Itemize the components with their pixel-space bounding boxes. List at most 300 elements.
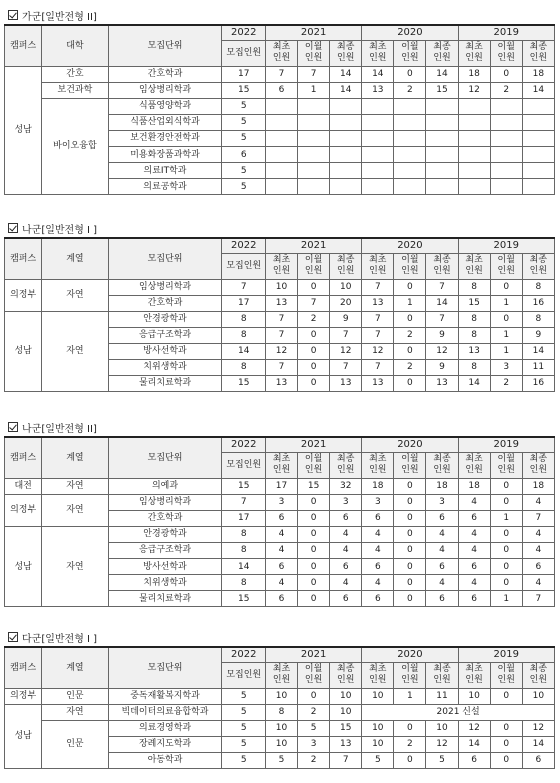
count-value: [490, 114, 522, 130]
recruit-value: 5: [222, 98, 265, 114]
header-first: 최초 인원: [265, 40, 297, 66]
unit-cell: 간호학과: [108, 295, 222, 311]
count-value: 0: [394, 720, 426, 736]
count-value: 8: [522, 311, 554, 327]
checkbox-icon: [8, 632, 18, 642]
count-value: 4: [426, 542, 458, 558]
table-row: [5, 704, 555, 720]
count-value: 7: [298, 66, 330, 82]
count-value: 2: [394, 736, 426, 752]
count-value: [426, 130, 458, 146]
table-row: [5, 98, 555, 114]
table-row: [5, 311, 555, 327]
header-row: [5, 238, 555, 253]
count-value: [458, 130, 490, 146]
count-value: 10: [426, 720, 458, 736]
count-value: 0: [490, 66, 522, 82]
header-first: 최초 인원: [362, 253, 394, 279]
count-value: 8: [265, 704, 297, 720]
count-value: 2: [394, 82, 426, 98]
header-final: 최종 인원: [426, 662, 458, 688]
count-value: [330, 130, 362, 146]
header-year-2019: 2019: [458, 437, 554, 452]
header-year-2020: 2020: [362, 647, 458, 662]
count-value: [426, 98, 458, 114]
count-value: 0: [490, 575, 522, 591]
count-value: 7: [330, 327, 362, 343]
count-value: 1: [490, 591, 522, 607]
count-value: 14: [522, 736, 554, 752]
recruit-value: 7: [222, 279, 265, 295]
header-carry: 이월 인원: [394, 253, 426, 279]
count-value: 2: [490, 375, 522, 391]
header-final: 최종 인원: [522, 662, 554, 688]
count-value: [362, 130, 394, 146]
recruit-value: 15: [222, 478, 265, 494]
count-value: 0: [298, 510, 330, 526]
group-cell: 자연: [42, 311, 108, 391]
recruit-value: 5: [222, 736, 265, 752]
header-year-2022: 2022: [222, 647, 265, 662]
header-campus: 캠퍼스: [5, 25, 42, 66]
count-value: 5: [426, 752, 458, 768]
header-year-2021: 2021: [265, 25, 361, 40]
count-value: 0: [394, 542, 426, 558]
count-value: 10: [330, 279, 362, 295]
checkbox-icon: [8, 422, 18, 432]
header-year-2019: 2019: [458, 238, 554, 253]
recruit-value: 5: [222, 688, 265, 704]
count-value: 0: [394, 526, 426, 542]
header-year-2020: 2020: [362, 238, 458, 253]
count-value: [330, 179, 362, 195]
recruit-value: 8: [222, 575, 265, 591]
section-title-text: 다군[일반전형 I ]: [22, 633, 98, 645]
group-cell: 인문: [42, 688, 108, 704]
count-value: 8: [458, 359, 490, 375]
header-unit: 모집단위: [108, 647, 222, 688]
count-value: 0: [298, 494, 330, 510]
count-value: 4: [265, 575, 297, 591]
count-value: [458, 179, 490, 195]
count-value: 10: [265, 720, 297, 736]
count-value: 1: [490, 327, 522, 343]
count-value: 0: [394, 558, 426, 574]
count-value: [490, 163, 522, 179]
header-unit: 모집단위: [108, 437, 222, 478]
group-cell: 자연: [42, 494, 108, 526]
unit-cell: 간호학과: [108, 510, 222, 526]
count-value: 6: [330, 510, 362, 526]
header-group: 대학: [42, 25, 108, 66]
count-value: 14: [458, 736, 490, 752]
header-campus: 캠퍼스: [5, 437, 42, 478]
header-final: 최종 인원: [426, 253, 458, 279]
count-value: [522, 179, 554, 195]
recruit-value: 14: [222, 558, 265, 574]
count-value: 5: [298, 720, 330, 736]
count-value: 6: [362, 510, 394, 526]
count-value: 3: [426, 494, 458, 510]
count-value: [490, 98, 522, 114]
header-final: 최종 인원: [330, 452, 362, 478]
table-row: [5, 526, 555, 542]
header-year-2022: 2022: [222, 437, 265, 452]
unit-cell: 장례지도학과: [108, 736, 222, 752]
checkbox-icon: [8, 10, 18, 20]
header-campus: 캠퍼스: [5, 647, 42, 688]
count-value: 13: [330, 736, 362, 752]
header-year-2020: 2020: [362, 25, 458, 40]
count-value: 5: [265, 752, 297, 768]
count-value: 14: [426, 66, 458, 82]
header-final: 최종 인원: [426, 40, 458, 66]
count-value: 15: [298, 478, 330, 494]
count-value: 0: [394, 510, 426, 526]
count-value: 0: [490, 736, 522, 752]
count-value: 6: [522, 558, 554, 574]
count-value: 6: [362, 591, 394, 607]
count-value: 4: [362, 526, 394, 542]
count-value: 13: [362, 295, 394, 311]
count-value: 1: [490, 510, 522, 526]
recruit-value: 5: [222, 704, 265, 720]
count-value: 6: [426, 510, 458, 526]
header-unit: 모집단위: [108, 238, 222, 279]
count-value: 6: [265, 82, 297, 98]
count-value: 1: [394, 295, 426, 311]
unit-cell: 아동학과: [108, 752, 222, 768]
count-value: 4: [426, 575, 458, 591]
group-cell: 자연: [42, 704, 108, 720]
count-value: [458, 146, 490, 162]
unit-cell: 임상병리학과: [108, 279, 222, 295]
header-recruit: 모집인원: [222, 40, 265, 66]
count-value: 7: [330, 752, 362, 768]
count-value: 18: [458, 478, 490, 494]
count-value: 4: [265, 542, 297, 558]
count-value: 9: [522, 327, 554, 343]
count-value: 4: [330, 526, 362, 542]
unit-cell: 응급구조학과: [108, 327, 222, 343]
table-row: [5, 82, 555, 98]
count-value: [394, 98, 426, 114]
count-value: 6: [330, 558, 362, 574]
unit-cell: 치위생학과: [108, 359, 222, 375]
count-value: 3: [490, 359, 522, 375]
count-value: 4: [362, 542, 394, 558]
header-first: 최초 인원: [362, 452, 394, 478]
campus-cell: 대전: [5, 478, 42, 494]
header-year-2019: 2019: [458, 25, 554, 40]
count-value: [426, 179, 458, 195]
count-value: 0: [394, 752, 426, 768]
recruit-value: 5: [222, 179, 265, 195]
count-value: 6: [265, 510, 297, 526]
count-value: [298, 114, 330, 130]
table-row: [5, 66, 555, 82]
count-value: 8: [458, 327, 490, 343]
count-value: 13: [362, 375, 394, 391]
group-cell: 인문: [42, 720, 108, 768]
section-title: [8, 420, 97, 434]
header-carry: 이월 인원: [298, 40, 330, 66]
count-value: [522, 98, 554, 114]
count-value: [458, 163, 490, 179]
header-first: 최초 인원: [265, 662, 297, 688]
recruit-value: 15: [222, 591, 265, 607]
unit-cell: 방사선학과: [108, 343, 222, 359]
table-row: [5, 494, 555, 510]
count-value: [426, 163, 458, 179]
count-value: 6: [426, 558, 458, 574]
count-value: 0: [490, 720, 522, 736]
count-value: 10: [362, 688, 394, 704]
recruit-value: 8: [222, 526, 265, 542]
count-value: [362, 179, 394, 195]
section-title: [8, 221, 97, 235]
count-value: [298, 98, 330, 114]
count-value: [490, 179, 522, 195]
count-value: [330, 98, 362, 114]
count-value: [330, 146, 362, 162]
count-value: 2: [394, 327, 426, 343]
recruit-value: 17: [222, 66, 265, 82]
count-value: [298, 130, 330, 146]
count-value: 0: [298, 542, 330, 558]
header-recruit: 모집인원: [222, 452, 265, 478]
count-value: 4: [458, 526, 490, 542]
count-value: [394, 114, 426, 130]
count-value: 6: [458, 591, 490, 607]
count-value: 0: [490, 494, 522, 510]
group-cell: 자연: [42, 279, 108, 311]
count-value: 10: [265, 736, 297, 752]
count-value: [458, 98, 490, 114]
count-value: 4: [458, 542, 490, 558]
count-value: 2: [298, 752, 330, 768]
count-value: 0: [394, 375, 426, 391]
unit-cell: 의예과: [108, 478, 222, 494]
unit-cell: 보건환경안전학과: [108, 130, 222, 146]
count-value: 0: [394, 478, 426, 494]
count-value: 9: [426, 359, 458, 375]
unit-cell: 미용화장품과학과: [108, 146, 222, 162]
header-carry: 이월 인원: [298, 253, 330, 279]
count-value: 4: [522, 494, 554, 510]
admission-table: [4, 24, 555, 195]
unit-cell: 의료IT학과: [108, 163, 222, 179]
count-value: 6: [458, 510, 490, 526]
table-row: [5, 688, 555, 704]
count-value: 0: [490, 558, 522, 574]
header-final: 최종 인원: [330, 253, 362, 279]
count-value: 12: [426, 343, 458, 359]
count-value: 14: [426, 295, 458, 311]
count-value: 0: [298, 327, 330, 343]
count-value: [362, 98, 394, 114]
count-value: 6: [522, 752, 554, 768]
campus-cell: 의정부: [5, 494, 42, 526]
count-value: 1: [490, 343, 522, 359]
count-value: [394, 146, 426, 162]
count-value: 9: [330, 311, 362, 327]
count-value: 13: [265, 295, 297, 311]
header-carry: 이월 인원: [394, 40, 426, 66]
header-group: 계열: [42, 437, 108, 478]
count-value: 0: [298, 279, 330, 295]
recruit-value: 5: [222, 752, 265, 768]
unit-cell: 치위생학과: [108, 575, 222, 591]
count-value: 18: [458, 66, 490, 82]
count-value: 2: [490, 82, 522, 98]
count-value: 15: [330, 720, 362, 736]
recruit-value: 8: [222, 359, 265, 375]
campus-cell: 성남: [5, 311, 42, 391]
unit-cell: 물리치료학과: [108, 375, 222, 391]
count-value: [522, 130, 554, 146]
count-value: 7: [426, 311, 458, 327]
count-value: 6: [265, 558, 297, 574]
count-value: 8: [458, 311, 490, 327]
recruit-value: 8: [222, 311, 265, 327]
group-cell: 자연: [42, 478, 108, 494]
unit-cell: 식품산업외식학과: [108, 114, 222, 130]
count-value: [394, 179, 426, 195]
count-value: 4: [265, 526, 297, 542]
recruit-value: 6: [222, 146, 265, 162]
count-value: 0: [394, 66, 426, 82]
count-value: [362, 114, 394, 130]
recruit-value: 8: [222, 542, 265, 558]
header-recruit: 모집인원: [222, 253, 265, 279]
count-value: 7: [265, 311, 297, 327]
campus-cell: 성남: [5, 704, 42, 768]
count-value: 0: [490, 526, 522, 542]
count-value: 12: [362, 343, 394, 359]
count-value: 10: [458, 688, 490, 704]
count-value: 15: [426, 82, 458, 98]
header-row: [5, 25, 555, 40]
count-value: 13: [458, 343, 490, 359]
unit-cell: 방사선학과: [108, 558, 222, 574]
count-value: 13: [265, 375, 297, 391]
count-value: 6: [458, 558, 490, 574]
count-value: [265, 114, 297, 130]
count-value: 0: [490, 752, 522, 768]
recruit-value: 15: [222, 82, 265, 98]
count-value: 6: [330, 591, 362, 607]
header-final: 최종 인원: [330, 40, 362, 66]
count-value: [362, 163, 394, 179]
unit-cell: 안경광학과: [108, 311, 222, 327]
count-value: 14: [522, 343, 554, 359]
count-value: [458, 114, 490, 130]
count-value: 0: [490, 478, 522, 494]
count-value: 0: [490, 311, 522, 327]
group-cell: 간호: [42, 66, 108, 82]
count-value: 3: [265, 494, 297, 510]
count-value: 32: [330, 478, 362, 494]
recruit-value: 14: [222, 343, 265, 359]
note-cell: 2021 신설: [362, 704, 555, 720]
count-value: 7: [298, 295, 330, 311]
header-year-2021: 2021: [265, 647, 361, 662]
count-value: 7: [265, 359, 297, 375]
header-recruit: 모집인원: [222, 662, 265, 688]
recruit-value: 17: [222, 510, 265, 526]
count-value: 14: [458, 375, 490, 391]
count-value: 4: [458, 494, 490, 510]
recruit-value: 8: [222, 327, 265, 343]
header-first: 최초 인원: [458, 452, 490, 478]
header-final: 최종 인원: [522, 452, 554, 478]
count-value: 0: [298, 558, 330, 574]
recruit-value: 5: [222, 130, 265, 146]
count-value: 11: [522, 359, 554, 375]
count-value: 13: [362, 82, 394, 98]
count-value: 6: [265, 591, 297, 607]
header-final: 최종 인원: [330, 662, 362, 688]
count-value: 0: [394, 279, 426, 295]
count-value: 10: [522, 688, 554, 704]
count-value: [522, 146, 554, 162]
campus-cell: 의정부: [5, 279, 42, 311]
header-group: 계열: [42, 238, 108, 279]
count-value: 6: [426, 591, 458, 607]
count-value: 7: [522, 591, 554, 607]
count-value: 7: [362, 311, 394, 327]
count-value: 7: [265, 66, 297, 82]
count-value: 0: [298, 359, 330, 375]
table-row: [5, 478, 555, 494]
count-value: 18: [362, 478, 394, 494]
count-value: 2: [298, 311, 330, 327]
count-value: 0: [298, 375, 330, 391]
count-value: [265, 179, 297, 195]
count-value: 4: [458, 575, 490, 591]
recruit-value: 5: [222, 720, 265, 736]
count-value: 4: [426, 526, 458, 542]
header-year-2022: 2022: [222, 25, 265, 40]
section-title-text: 나군[일반전형 II]: [22, 423, 97, 435]
count-value: 12: [458, 720, 490, 736]
header-year-2021: 2021: [265, 437, 361, 452]
count-value: 15: [458, 295, 490, 311]
count-value: 3: [330, 494, 362, 510]
count-value: 9: [426, 327, 458, 343]
table-row: [5, 720, 555, 736]
admission-table: [4, 646, 555, 769]
section-title-text: 가군[일반전형 II]: [22, 11, 97, 23]
recruit-value: 7: [222, 494, 265, 510]
count-value: 7: [426, 279, 458, 295]
admission-table: [4, 237, 555, 392]
count-value: 18: [522, 66, 554, 82]
header-carry: 이월 인원: [394, 662, 426, 688]
admission-table: [4, 436, 555, 607]
count-value: 7: [362, 279, 394, 295]
count-value: 8: [458, 279, 490, 295]
header-first: 최초 인원: [362, 662, 394, 688]
count-value: 1: [394, 688, 426, 704]
header-carry: 이월 인원: [490, 662, 522, 688]
count-value: [265, 98, 297, 114]
campus-cell: 의정부: [5, 688, 42, 704]
header-year-2020: 2020: [362, 437, 458, 452]
section-title-text: 나군[일반전형 I ]: [22, 224, 98, 236]
count-value: [362, 146, 394, 162]
